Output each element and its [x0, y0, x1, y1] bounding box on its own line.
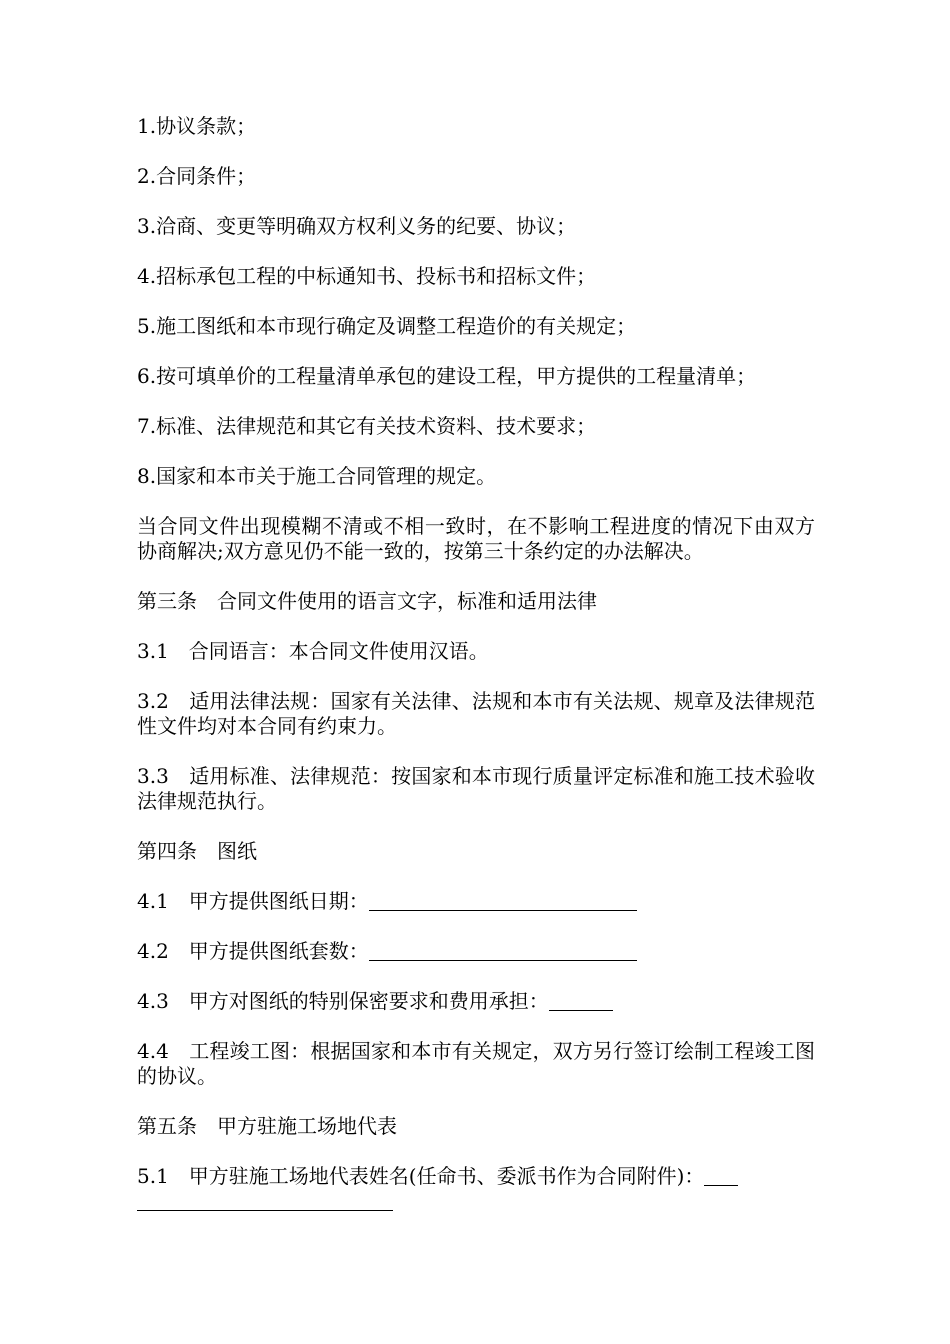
- clause-4-4: 4.4 工程竣工图：根据国家和本市有关规定，双方另行签订绘制工程竣工图的协议。: [137, 1039, 815, 1088]
- list-item: 4.招标承包工程的中标通知书、投标书和招标文件；: [137, 264, 597, 288]
- clause-3-1: 3.1 合同语言：本合同文件使用汉语。: [137, 639, 489, 663]
- list-item: 7.标准、法律规范和其它有关技术资料、技术要求；: [137, 414, 597, 438]
- list-item: 3.洽商、变更等明确双方权利义务的纪要、协议；: [137, 214, 577, 238]
- representative-name-blank-continued[interactable]: [137, 1190, 393, 1211]
- clause-3-2: 3.2 适用法律法规：国家有关法律、法规和本市有关法规、规章及法律规范性文件均对本合同有约束力。: [137, 689, 815, 738]
- list-item: 1.协议条款；: [137, 114, 257, 138]
- article-5-heading: 第五条 甲方驻施工场地代表: [137, 1114, 397, 1138]
- drawing-sets-blank[interactable]: [369, 940, 637, 961]
- clause-4-1: [137, 889, 815, 914]
- conflict-clause: 当合同文件出现模糊不清或不相一致时，在不影响工程进度的情况下由双方协商解决;双方意见仍不能一致的，按第三十条约定的办法解决。: [137, 514, 815, 563]
- clause-3-3: 3.3 适用标准、法律规范：按国家和本市现行质量评定标准和施工技术验收法律规范执行。: [137, 764, 815, 813]
- drawing-date-blank[interactable]: [369, 890, 637, 911]
- article-4-heading: 第四条 图纸: [137, 839, 257, 863]
- list-item: 2.合同条件；: [137, 164, 257, 188]
- document-page: [137, 114, 815, 1239]
- clause-4-2: [137, 939, 815, 964]
- clause-5-1-text: 5.1 甲方驻施工场地代表姓名(任命书、委派书作为合同附件)：: [137, 1164, 705, 1188]
- representative-name-blank[interactable]: [704, 1165, 738, 1186]
- clause-4-3: [137, 989, 815, 1014]
- clause-5-1: [137, 1164, 815, 1214]
- list-item: 6.按可填单价的工程量清单承包的建设工程，甲方提供的工程量清单；: [137, 364, 757, 388]
- clause-4-2-text: 4.2 甲方提供图纸套数：: [137, 939, 369, 963]
- clause-4-1-text: 4.1 甲方提供图纸日期：: [137, 889, 369, 913]
- confidentiality-blank[interactable]: [549, 990, 613, 1011]
- article-3-heading: 第三条 合同文件使用的语言文字，标准和适用法律: [137, 589, 597, 613]
- list-item: 8.国家和本市关于施工合同管理的规定。: [137, 464, 497, 488]
- list-item: 5.施工图纸和本市现行确定及调整工程造价的有关规定；: [137, 314, 637, 338]
- clause-4-3-text: 4.3 甲方对图纸的特别保密要求和费用承担：: [137, 989, 549, 1013]
